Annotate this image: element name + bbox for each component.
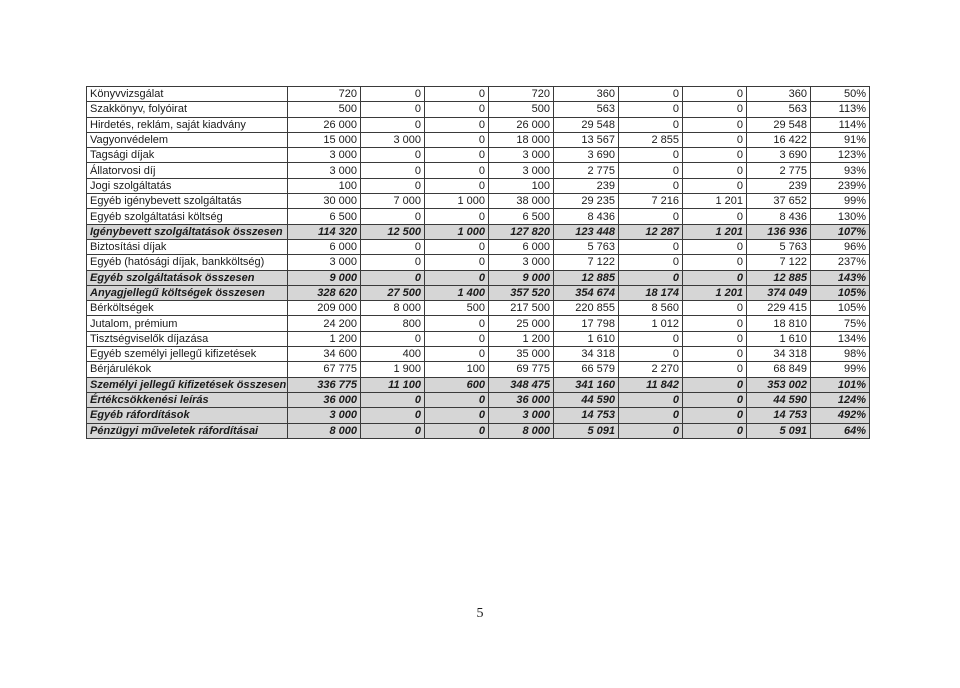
table-cell: 0	[425, 255, 489, 270]
table-row	[87, 178, 870, 193]
table-cell: 114 320	[288, 224, 361, 239]
table-cell: 0	[361, 148, 425, 163]
subtotal-row	[87, 285, 870, 300]
row-label: Szakkönyv, folyóirat	[87, 102, 288, 117]
table-cell: 360	[747, 87, 811, 102]
cost-table	[86, 86, 870, 439]
table-cell: 1 201	[683, 285, 747, 300]
table-cell: 107%	[811, 224, 870, 239]
table-cell: 0	[683, 377, 747, 392]
table-cell: 9 000	[489, 270, 554, 285]
table-cell: 0	[683, 132, 747, 147]
table-cell: 0	[361, 408, 425, 423]
row-label: Egyéb ráfordítások	[87, 408, 288, 423]
table-cell: 0	[361, 423, 425, 438]
table-cell: 8 436	[747, 209, 811, 224]
table-cell: 0	[361, 178, 425, 193]
table-cell: 0	[619, 423, 683, 438]
table-cell: 1 610	[747, 331, 811, 346]
table-cell: 14 753	[554, 408, 619, 423]
table-cell: 348 475	[489, 377, 554, 392]
row-label: Biztosítási díjak	[87, 239, 288, 254]
table-cell: 0	[425, 392, 489, 407]
table-cell: 96%	[811, 239, 870, 254]
table-cell: 100	[288, 178, 361, 193]
table-cell: 0	[683, 117, 747, 132]
table-cell: 6 000	[288, 239, 361, 254]
table-cell: 0	[683, 239, 747, 254]
table-cell: 800	[361, 316, 425, 331]
table-cell: 8 436	[554, 209, 619, 224]
table-cell: 15 000	[288, 132, 361, 147]
table-cell: 0	[425, 408, 489, 423]
table-cell: 357 520	[489, 285, 554, 300]
table-cell: 1 000	[425, 224, 489, 239]
table-cell: 0	[619, 331, 683, 346]
row-label: Pénzügyi műveletek ráfordításai	[87, 423, 288, 438]
table-cell: 0	[683, 178, 747, 193]
table-cell: 0	[683, 362, 747, 377]
row-label: Személyi jellegű kifizetések összesen	[87, 377, 288, 392]
table-cell: 2 775	[747, 163, 811, 178]
table-cell: 1 201	[683, 224, 747, 239]
table-cell: 0	[683, 270, 747, 285]
table-cell: 0	[425, 178, 489, 193]
table-cell: 5 091	[747, 423, 811, 438]
table-cell: 26 000	[288, 117, 361, 132]
table-cell: 3 000	[288, 163, 361, 178]
table-cell: 0	[619, 87, 683, 102]
table-cell: 353 002	[747, 377, 811, 392]
row-label: Egyéb szolgáltatások összesen	[87, 270, 288, 285]
table-cell: 26 000	[489, 117, 554, 132]
table-cell: 600	[425, 377, 489, 392]
table-cell: 25 000	[489, 316, 554, 331]
table-cell: 3 000	[288, 255, 361, 270]
table-row	[87, 209, 870, 224]
table-cell: 7 216	[619, 194, 683, 209]
table-row	[87, 347, 870, 362]
table-cell: 24 200	[288, 316, 361, 331]
table-cell: 6 500	[489, 209, 554, 224]
table-cell: 0	[425, 132, 489, 147]
table-cell: 563	[554, 102, 619, 117]
table-cell: 3 000	[361, 132, 425, 147]
table-cell: 29 548	[747, 117, 811, 132]
table-cell: 99%	[811, 362, 870, 377]
table-cell: 44 590	[747, 392, 811, 407]
table-cell: 0	[619, 148, 683, 163]
table-cell: 100	[425, 362, 489, 377]
table-cell: 0	[425, 239, 489, 254]
table-cell: 8 560	[619, 301, 683, 316]
subtotal-row	[87, 224, 870, 239]
table-row	[87, 331, 870, 346]
table-cell: 123%	[811, 148, 870, 163]
table-cell: 7 122	[747, 255, 811, 270]
table-cell: 7 122	[554, 255, 619, 270]
table-cell: 0	[425, 102, 489, 117]
table-cell: 64%	[811, 423, 870, 438]
table-cell: 0	[361, 392, 425, 407]
table-row	[87, 163, 870, 178]
table-cell: 0	[619, 178, 683, 193]
table-cell: 1 000	[425, 194, 489, 209]
table-cell: 3 000	[489, 255, 554, 270]
table-cell: 0	[619, 163, 683, 178]
row-label: Igénybevett szolgáltatások összesen	[87, 224, 288, 239]
table-cell: 6 500	[288, 209, 361, 224]
table-cell: 0	[683, 331, 747, 346]
table-cell: 328 620	[288, 285, 361, 300]
table-cell: 0	[425, 423, 489, 438]
table-cell: 0	[619, 270, 683, 285]
table-cell: 7 000	[361, 194, 425, 209]
subtotal-row	[87, 270, 870, 285]
table-cell: 500	[425, 301, 489, 316]
table-cell: 0	[425, 316, 489, 331]
table-cell: 134%	[811, 331, 870, 346]
table-cell: 5 763	[554, 239, 619, 254]
table-cell: 0	[425, 163, 489, 178]
table-cell: 0	[361, 255, 425, 270]
table-cell: 229 415	[747, 301, 811, 316]
row-label: Tisztségviselők díjazása	[87, 331, 288, 346]
table-cell: 2 270	[619, 362, 683, 377]
table-cell: 720	[489, 87, 554, 102]
table-row	[87, 132, 870, 147]
table-cell: 38 000	[489, 194, 554, 209]
table-cell: 1 012	[619, 316, 683, 331]
cost-table-body	[87, 87, 870, 439]
table-cell: 0	[619, 255, 683, 270]
table-cell: 239%	[811, 178, 870, 193]
table-row	[87, 301, 870, 316]
table-cell: 0	[361, 239, 425, 254]
row-label: Egyéb igénybevett szolgáltatás	[87, 194, 288, 209]
row-label: Bérköltségek	[87, 301, 288, 316]
table-cell: 124%	[811, 392, 870, 407]
table-cell: 114%	[811, 117, 870, 132]
table-cell: 239	[747, 178, 811, 193]
table-cell: 93%	[811, 163, 870, 178]
table-cell: 0	[361, 117, 425, 132]
table-cell: 9 000	[288, 270, 361, 285]
table-cell: 11 842	[619, 377, 683, 392]
row-label: Egyéb személyi jellegű kifizetések	[87, 347, 288, 362]
table-cell: 336 775	[288, 377, 361, 392]
table-cell: 18 000	[489, 132, 554, 147]
table-row	[87, 87, 870, 102]
table-cell: 66 579	[554, 362, 619, 377]
table-row	[87, 117, 870, 132]
table-cell: 75%	[811, 316, 870, 331]
table-cell: 5 763	[747, 239, 811, 254]
table-cell: 0	[619, 392, 683, 407]
table-cell: 0	[361, 163, 425, 178]
table-cell: 18 174	[619, 285, 683, 300]
table-cell: 0	[683, 423, 747, 438]
table-cell: 3 000	[489, 163, 554, 178]
table-cell: 27 500	[361, 285, 425, 300]
table-cell: 0	[425, 331, 489, 346]
table-cell: 29 235	[554, 194, 619, 209]
row-label: Jogi szolgáltatás	[87, 178, 288, 193]
table-cell: 0	[619, 347, 683, 362]
table-cell: 101%	[811, 377, 870, 392]
table-cell: 0	[683, 392, 747, 407]
table-cell: 0	[425, 209, 489, 224]
table-cell: 500	[288, 102, 361, 117]
table-cell: 0	[361, 209, 425, 224]
table-cell: 3 000	[489, 408, 554, 423]
table-cell: 0	[683, 163, 747, 178]
table-cell: 105%	[811, 301, 870, 316]
table-cell: 1 610	[554, 331, 619, 346]
table-cell: 8 000	[361, 301, 425, 316]
table-cell: 127 820	[489, 224, 554, 239]
table-cell: 34 600	[288, 347, 361, 362]
table-cell: 1 400	[425, 285, 489, 300]
table-cell: 50%	[811, 87, 870, 102]
table-cell: 720	[288, 87, 361, 102]
table-cell: 29 548	[554, 117, 619, 132]
page-number: 5	[476, 606, 484, 621]
table-cell: 237%	[811, 255, 870, 270]
table-cell: 113%	[811, 102, 870, 117]
table-cell: 30 000	[288, 194, 361, 209]
table-cell: 5 091	[554, 423, 619, 438]
table-cell: 36 000	[489, 392, 554, 407]
table-row	[87, 239, 870, 254]
table-cell: 123 448	[554, 224, 619, 239]
table-cell: 34 318	[554, 347, 619, 362]
table-cell: 0	[425, 117, 489, 132]
table-cell: 12 500	[361, 224, 425, 239]
table-cell: 0	[683, 347, 747, 362]
table-cell: 0	[683, 255, 747, 270]
table-cell: 130%	[811, 209, 870, 224]
table-cell: 0	[683, 102, 747, 117]
table-cell: 492%	[811, 408, 870, 423]
table-cell: 220 855	[554, 301, 619, 316]
table-cell: 13 567	[554, 132, 619, 147]
table-cell: 3 000	[288, 408, 361, 423]
table-cell: 0	[683, 148, 747, 163]
table-cell: 36 000	[288, 392, 361, 407]
table-cell: 12 885	[554, 270, 619, 285]
table-cell: 0	[683, 87, 747, 102]
table-cell: 99%	[811, 194, 870, 209]
table-cell: 18 810	[747, 316, 811, 331]
table-cell: 354 674	[554, 285, 619, 300]
subtotal-row	[87, 423, 870, 438]
table-cell: 3 690	[747, 148, 811, 163]
table-cell: 12 287	[619, 224, 683, 239]
table-cell: 105%	[811, 285, 870, 300]
table-cell: 16 422	[747, 132, 811, 147]
table-cell: 0	[619, 117, 683, 132]
table-cell: 0	[619, 102, 683, 117]
table-cell: 0	[361, 102, 425, 117]
table-row	[87, 102, 870, 117]
table-cell: 2 775	[554, 163, 619, 178]
table-cell: 34 318	[747, 347, 811, 362]
table-cell: 0	[425, 270, 489, 285]
row-label: Vagyonvédelem	[87, 132, 288, 147]
table-cell: 3 690	[554, 148, 619, 163]
row-label: Bérjárulékok	[87, 362, 288, 377]
table-cell: 2 855	[619, 132, 683, 147]
table-cell: 341 160	[554, 377, 619, 392]
row-label: Hirdetés, reklám, saját kiadvány	[87, 117, 288, 132]
table-cell: 68 849	[747, 362, 811, 377]
table-cell: 0	[361, 331, 425, 346]
table-cell: 14 753	[747, 408, 811, 423]
row-label: Jutalom, prémium	[87, 316, 288, 331]
table-cell: 3 000	[489, 148, 554, 163]
table-cell: 400	[361, 347, 425, 362]
row-label: Könyvvizsgálat	[87, 87, 288, 102]
row-label: Egyéb (hatósági díjak, bankköltség)	[87, 255, 288, 270]
table-cell: 17 798	[554, 316, 619, 331]
subtotal-row	[87, 377, 870, 392]
table-cell: 100	[489, 178, 554, 193]
table-cell: 0	[361, 87, 425, 102]
table-cell: 98%	[811, 347, 870, 362]
table-cell: 239	[554, 178, 619, 193]
table-cell: 0	[619, 209, 683, 224]
table-cell: 44 590	[554, 392, 619, 407]
table-cell: 0	[683, 301, 747, 316]
table-cell: 91%	[811, 132, 870, 147]
row-label: Értékcsökkenési leírás	[87, 392, 288, 407]
table-cell: 1 200	[288, 331, 361, 346]
table-cell: 0	[619, 239, 683, 254]
table-cell: 69 775	[489, 362, 554, 377]
table-cell: 3 000	[288, 148, 361, 163]
table-cell: 0	[361, 270, 425, 285]
table-cell: 8 000	[489, 423, 554, 438]
table-cell: 217 500	[489, 301, 554, 316]
table-cell: 0	[425, 87, 489, 102]
subtotal-row	[87, 392, 870, 407]
table-row	[87, 194, 870, 209]
table-cell: 500	[489, 102, 554, 117]
table-cell: 0	[683, 316, 747, 331]
table-cell: 1 200	[489, 331, 554, 346]
table-row	[87, 316, 870, 331]
table-cell: 1 201	[683, 194, 747, 209]
table-row	[87, 148, 870, 163]
table-cell: 6 000	[489, 239, 554, 254]
table-cell: 143%	[811, 270, 870, 285]
table-cell: 67 775	[288, 362, 361, 377]
table-cell: 35 000	[489, 347, 554, 362]
table-cell: 37 652	[747, 194, 811, 209]
table-row	[87, 362, 870, 377]
table-cell: 136 936	[747, 224, 811, 239]
row-label: Tagsági díjak	[87, 148, 288, 163]
table-cell: 11 100	[361, 377, 425, 392]
subtotal-row	[87, 408, 870, 423]
table-cell: 1 900	[361, 362, 425, 377]
table-cell: 209 000	[288, 301, 361, 316]
table-cell: 0	[425, 148, 489, 163]
row-label: Anyagjellegű költségek összesen	[87, 285, 288, 300]
table-cell: 0	[683, 408, 747, 423]
table-cell: 0	[619, 408, 683, 423]
table-cell: 8 000	[288, 423, 361, 438]
table-cell: 360	[554, 87, 619, 102]
table-cell: 563	[747, 102, 811, 117]
table-cell: 0	[425, 347, 489, 362]
table-cell: 0	[683, 209, 747, 224]
row-label: Állatorvosi díj	[87, 163, 288, 178]
table-row	[87, 255, 870, 270]
table-cell: 374 049	[747, 285, 811, 300]
table-cell: 12 885	[747, 270, 811, 285]
row-label: Egyéb szolgáltatási költség	[87, 209, 288, 224]
